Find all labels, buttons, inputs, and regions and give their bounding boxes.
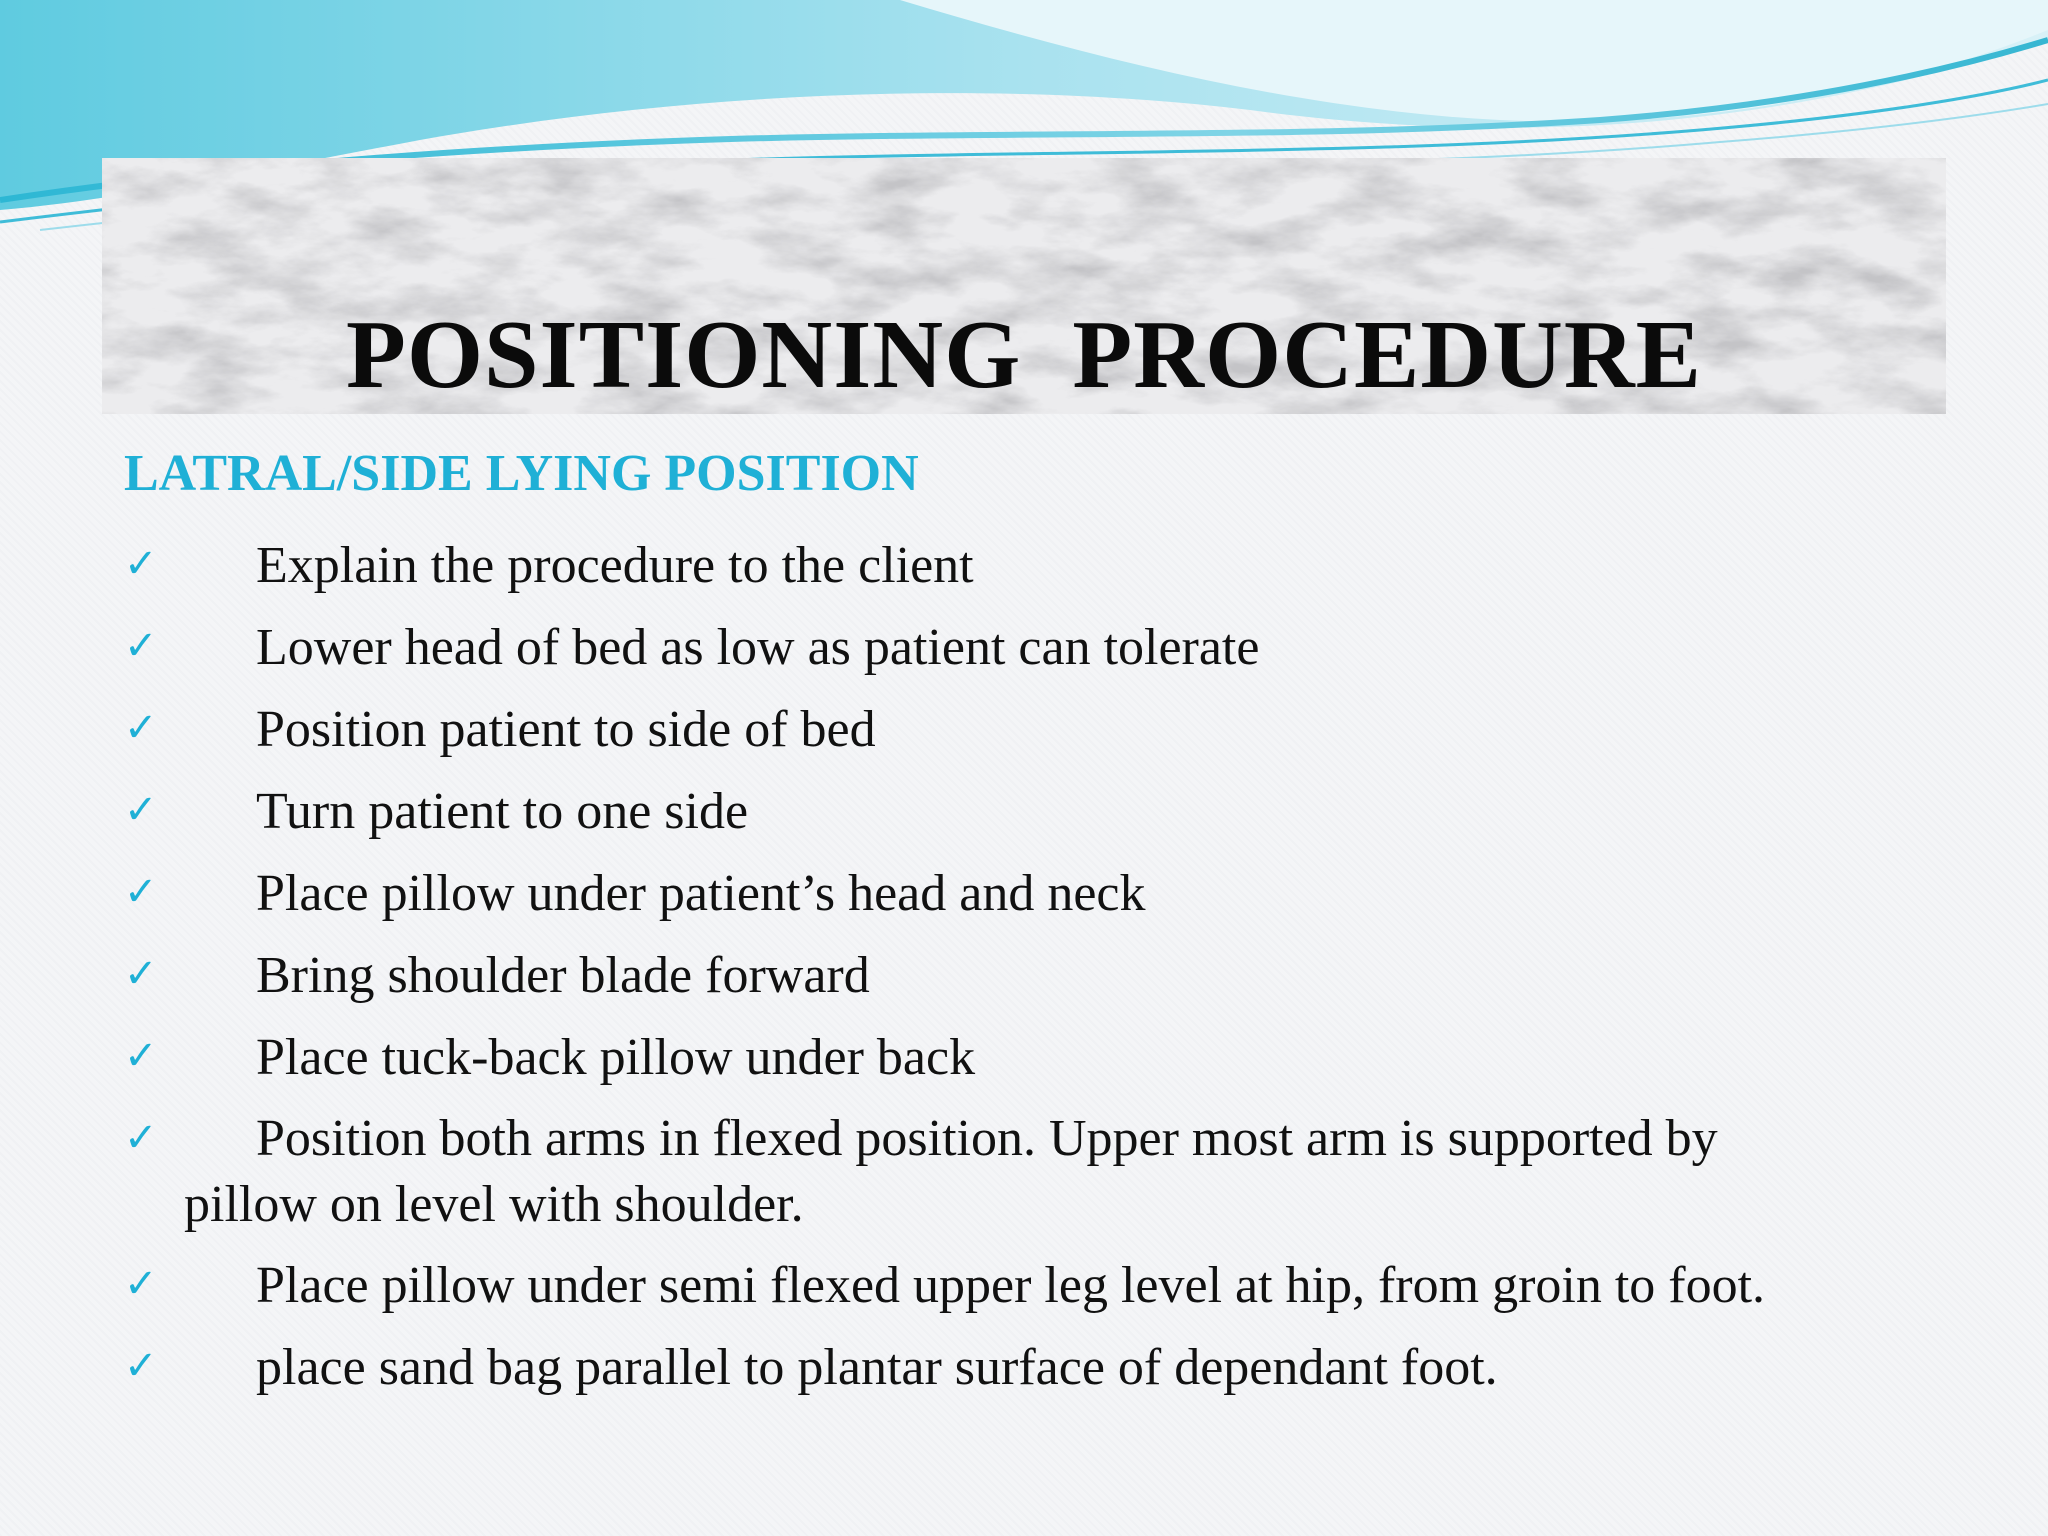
list-item: ✓ Position both arms in flexed position. Upper most arm is supported by pillow on level with shoulder. [124,1106,2004,1238]
check-mark-icon: ✓ [124,869,158,915]
list-item: ✓ Place tuck-back pillow under back [124,1024,2004,1092]
list-item-continuation: pillow on level with shoulder. [184,1176,804,1233]
check-mark-icon: ✓ [124,705,158,751]
list-item: ✓ Place pillow under patient’s head and neck [124,860,2004,928]
check-mark-icon: ✓ [124,623,158,669]
check-mark-icon: ✓ [124,1261,158,1307]
list-item: ✓ place sand bag parallel to plantar surface of dependant foot. [124,1334,2004,1402]
slide-title: POSITIONING PROCEDURE [345,301,1703,409]
list-item: ✓ Place pillow under semi flexed upper leg level at hip, from groin to foot. [124,1252,2004,1320]
list-item: ✓ Position patient to side of bed [124,696,2004,764]
list-item: ✓ Explain the procedure to the client [124,532,2004,600]
section-subtitle: LATRAL/SIDE LYING POSITION [124,445,919,502]
check-mark-icon: ✓ [124,541,158,587]
slide-content [124,445,2004,1416]
list-item: ✓ Turn patient to one side [124,778,2004,846]
check-mark-icon: ✓ [124,1343,158,1389]
check-mark-icon: ✓ [124,787,158,833]
title-banner [102,158,1946,414]
check-mark-icon: ✓ [124,1115,158,1161]
list-item: ✓ Lower head of bed as low as patient can tolerate [124,614,2004,682]
check-mark-icon: ✓ [124,1033,158,1079]
list-item: ✓ Bring shoulder blade forward [124,942,2004,1010]
procedure-steps-list [124,532,2004,1402]
check-mark-icon: ✓ [124,951,158,997]
